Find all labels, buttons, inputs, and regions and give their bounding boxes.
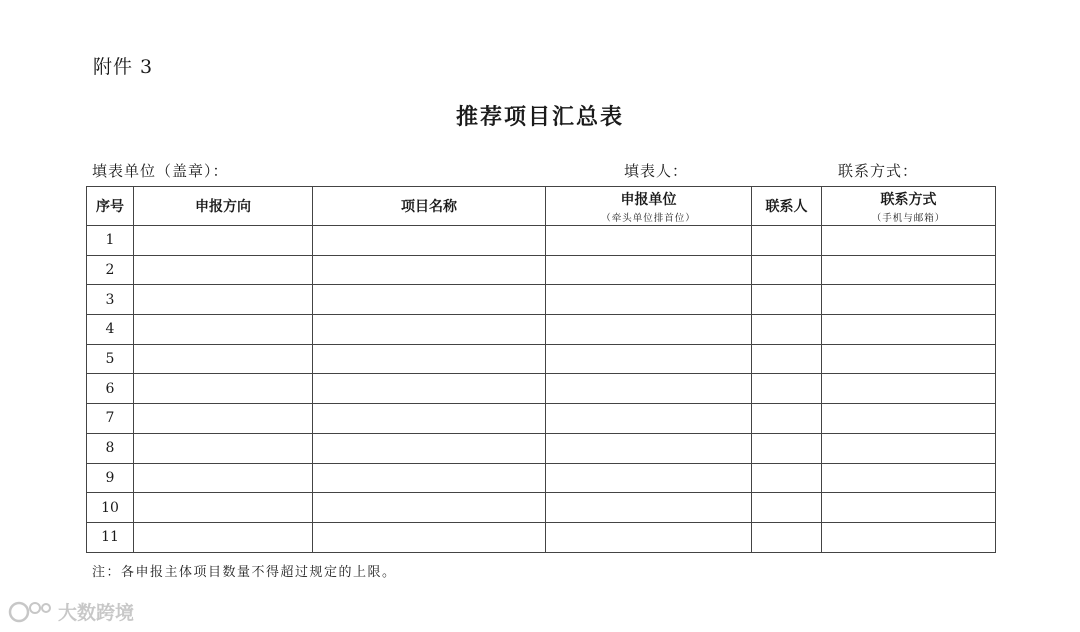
header-direction: 申报方向 [134,187,313,226]
cell-applicant-unit[interactable] [546,493,752,523]
cell-contact-method[interactable] [822,404,996,434]
field-filling-unit: 填表单位（盖章）： [92,162,229,180]
table-row [87,374,996,404]
cell-contact-method[interactable] [822,463,996,493]
cell-index: 2 [87,255,134,285]
table-row [87,463,996,493]
cell-contact-person[interactable] [752,315,822,345]
header-contact-method-note: （手机与邮箱） [871,212,946,224]
cell-project-name[interactable] [313,226,546,256]
cell-direction[interactable] [134,404,313,434]
cell-contact-method[interactable] [822,433,996,463]
cell-contact-person[interactable] [752,344,822,374]
header-contact-method [822,187,996,226]
watermark [8,598,134,625]
cell-index: 3 [87,285,134,315]
cell-applicant-unit[interactable] [546,522,752,552]
table-row [87,344,996,374]
table-row [87,255,996,285]
field-filler: 填表人： [624,162,689,180]
cell-contact-method[interactable] [822,315,996,345]
table-row [87,433,996,463]
cell-project-name[interactable] [313,255,546,285]
cell-applicant-unit[interactable] [546,285,752,315]
cell-index: 8 [87,433,134,463]
cell-applicant-unit[interactable] [546,463,752,493]
watermark-logo-icon [8,599,52,625]
cell-contact-person[interactable] [752,463,822,493]
cell-applicant-unit[interactable] [546,344,752,374]
table-row [87,285,996,315]
header-applicant-unit-note: （牵头单位排首位） [601,212,696,224]
cell-contact-person[interactable] [752,226,822,256]
table-row [87,404,996,434]
cell-project-name[interactable] [313,374,546,404]
header-contact-method-label: 联系方式 [880,191,937,208]
cell-project-name[interactable] [313,344,546,374]
cell-contact-person[interactable] [752,374,822,404]
cell-contact-method[interactable] [822,522,996,552]
page-title: 推荐项目汇总表 [455,104,624,130]
cell-index: 11 [87,522,134,552]
cell-contact-person[interactable] [752,255,822,285]
cell-index: 6 [87,374,134,404]
cell-direction[interactable] [134,344,313,374]
table-row [87,315,996,345]
cell-applicant-unit[interactable] [546,226,752,256]
cell-index: 7 [87,404,134,434]
table-row [87,522,996,552]
cell-direction[interactable] [134,315,313,345]
cell-index: 1 [87,226,134,256]
cell-applicant-unit[interactable] [546,404,752,434]
cell-contact-person[interactable] [752,522,822,552]
cell-index: 5 [87,344,134,374]
cell-direction[interactable] [134,226,313,256]
attachment-label: 附件 3 [93,56,154,78]
cell-contact-person[interactable] [752,404,822,434]
footnote: 注：各申报主体项目数量不得超过规定的上限。 [92,565,397,580]
cell-contact-person[interactable] [752,433,822,463]
header-applicant-unit-label: 申报单位 [620,191,677,208]
table-row [87,226,996,256]
cell-index: 10 [87,493,134,523]
cell-direction[interactable] [134,522,313,552]
cell-project-name[interactable] [313,463,546,493]
header-index: 序号 [87,187,134,226]
summary-table [86,186,996,553]
header-contact-person: 联系人 [752,187,822,226]
cell-direction[interactable] [134,463,313,493]
cell-project-name[interactable] [313,522,546,552]
cell-contact-method[interactable] [822,226,996,256]
cell-contact-person[interactable] [752,285,822,315]
header-applicant-unit [546,187,752,226]
field-contact: 联系方式： [838,162,919,180]
cell-index: 4 [87,315,134,345]
cell-contact-method[interactable] [822,344,996,374]
cell-applicant-unit[interactable] [546,315,752,345]
cell-direction[interactable] [134,285,313,315]
cell-contact-method[interactable] [822,493,996,523]
cell-applicant-unit[interactable] [546,374,752,404]
cell-direction[interactable] [134,433,313,463]
cell-project-name[interactable] [313,493,546,523]
cell-direction[interactable] [134,255,313,285]
cell-project-name[interactable] [313,285,546,315]
cell-contact-method[interactable] [822,285,996,315]
table-row [87,493,996,523]
cell-applicant-unit[interactable] [546,255,752,285]
watermark-text: 大数跨境 [58,602,135,624]
cell-applicant-unit[interactable] [546,433,752,463]
cell-index: 9 [87,463,134,493]
table-header-row [87,187,996,226]
cell-project-name[interactable] [313,404,546,434]
cell-contact-method[interactable] [822,374,996,404]
cell-direction[interactable] [134,374,313,404]
cell-project-name[interactable] [313,433,546,463]
header-project-name: 项目名称 [313,187,546,226]
cell-contact-method[interactable] [822,255,996,285]
cell-direction[interactable] [134,493,313,523]
cell-project-name[interactable] [313,315,546,345]
cell-contact-person[interactable] [752,493,822,523]
